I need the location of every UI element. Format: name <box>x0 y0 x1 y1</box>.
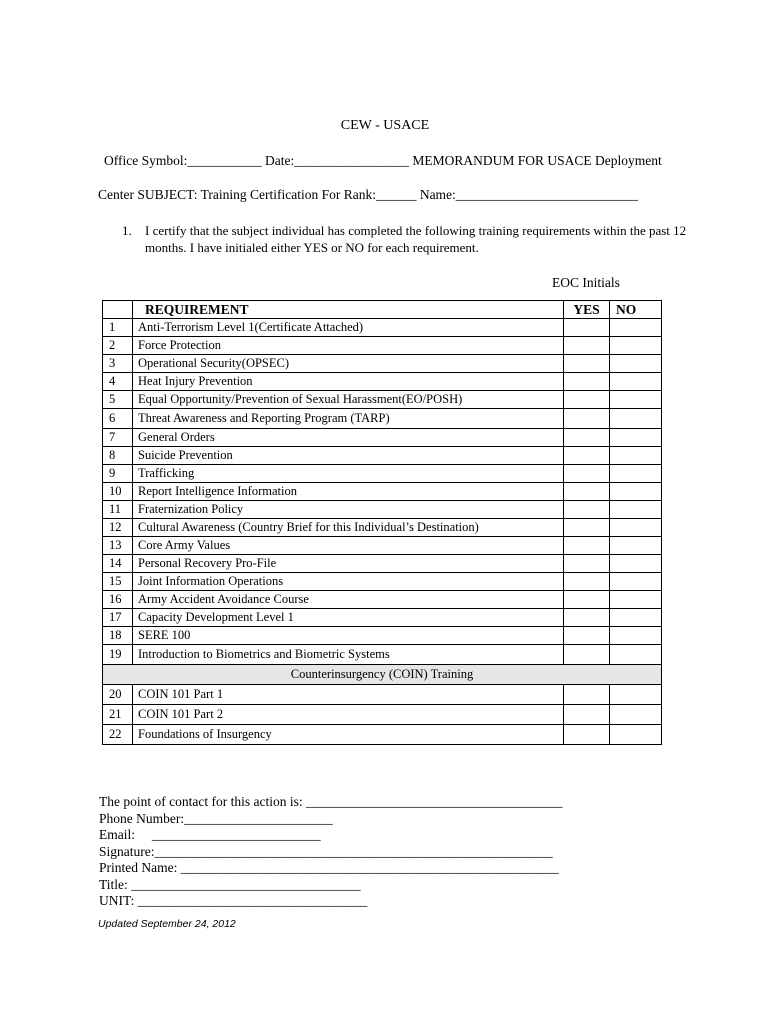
yes-initials-cell[interactable] <box>564 537 610 555</box>
table-row <box>103 409 662 429</box>
row-number: 14 <box>103 555 133 573</box>
row-requirement: COIN 101 Part 2 <box>133 705 564 725</box>
table-header-row <box>103 301 662 319</box>
unit-line: UNIT: __________________________________ <box>99 893 368 908</box>
no-initials-cell[interactable] <box>610 337 662 355</box>
row-number: 5 <box>103 391 133 409</box>
no-initials-cell[interactable] <box>610 537 662 555</box>
yes-initials-cell[interactable] <box>564 609 610 627</box>
updated-date: Updated September 24, 2012 <box>98 918 236 930</box>
row-number: 11 <box>103 501 133 519</box>
no-initials-cell[interactable] <box>610 519 662 537</box>
row-requirement: General Orders <box>133 429 564 447</box>
table-row <box>103 627 662 645</box>
phone-line: Phone Number:______________________ <box>99 810 333 826</box>
row-number: 15 <box>103 573 133 591</box>
table-row <box>103 483 662 501</box>
table-row <box>103 537 662 555</box>
row-number: 2 <box>103 337 133 355</box>
row-requirement: Capacity Development Level 1 <box>133 609 564 627</box>
no-initials-cell[interactable] <box>610 573 662 591</box>
no-initials-cell[interactable] <box>610 501 662 519</box>
table-row <box>103 725 662 745</box>
row-number: 7 <box>103 429 133 447</box>
row-number: 6 <box>103 409 133 429</box>
table-row <box>103 465 662 483</box>
contact-block <box>99 794 562 910</box>
yes-initials-cell[interactable] <box>564 355 610 373</box>
yes-initials-cell[interactable] <box>564 447 610 465</box>
no-initials-cell[interactable] <box>610 355 662 373</box>
no-initials-cell[interactable] <box>610 483 662 501</box>
row-requirement: Force Protection <box>133 337 564 355</box>
table-row <box>103 645 662 665</box>
section-row <box>103 665 662 685</box>
row-number: 19 <box>103 645 133 665</box>
no-initials-cell[interactable] <box>610 319 662 337</box>
row-number: 16 <box>103 591 133 609</box>
row-requirement: Heat Injury Prevention <box>133 373 564 391</box>
no-initials-cell[interactable] <box>610 725 662 745</box>
yes-initials-cell[interactable] <box>564 685 610 705</box>
row-number: 10 <box>103 483 133 501</box>
no-initials-cell[interactable] <box>610 465 662 483</box>
number-header <box>103 301 133 319</box>
document-title: CEW - USACE <box>340 118 430 133</box>
statement-number: 1. <box>122 223 132 238</box>
printed-name-line: Printed Name: ________________________________________________________ <box>99 860 559 875</box>
yes-initials-cell[interactable] <box>564 391 610 409</box>
row-requirement: Core Army Values <box>133 537 564 555</box>
row-number: 13 <box>103 537 133 555</box>
yes-initials-cell[interactable] <box>564 555 610 573</box>
yes-initials-cell[interactable] <box>564 627 610 645</box>
row-number: 22 <box>103 725 133 745</box>
table-row <box>103 705 662 725</box>
row-number: 8 <box>103 447 133 465</box>
row-requirement: Joint Information Operations <box>133 573 564 591</box>
row-requirement: Introduction to Biometrics and Biometric Systems <box>133 645 564 665</box>
table-row <box>103 319 662 337</box>
subject-line: Center SUBJECT: Training Certification For Rank:______ Name:___________________________ <box>98 187 639 202</box>
email-line: Email: _________________________ <box>99 827 321 842</box>
yes-initials-cell[interactable] <box>564 519 610 537</box>
table-row <box>103 555 662 573</box>
requirements-table <box>102 300 662 745</box>
statement-text: I certify that the subject individual has completed the following training requirements within the past 12 months. I have initialed either YES or NO for each requirement. <box>145 223 687 255</box>
row-requirement: Anti-Terrorism Level 1(Certificate Attached) <box>133 319 564 337</box>
yes-initials-cell[interactable] <box>564 319 610 337</box>
no-initials-cell[interactable] <box>610 391 662 409</box>
yes-initials-cell[interactable] <box>564 591 610 609</box>
row-requirement: Report Intelligence Information <box>133 483 564 501</box>
no-initials-cell[interactable] <box>610 409 662 429</box>
row-requirement: Personal Recovery Pro-File <box>133 555 564 573</box>
table-row <box>103 685 662 705</box>
table-row <box>103 447 662 465</box>
no-initials-cell[interactable] <box>610 645 662 665</box>
table-row <box>103 591 662 609</box>
row-number: 12 <box>103 519 133 537</box>
row-number: 3 <box>103 355 133 373</box>
table-row <box>103 337 662 355</box>
row-number: 20 <box>103 685 133 705</box>
yes-initials-cell[interactable] <box>564 337 610 355</box>
title-line: Title: __________________________________ <box>99 876 361 892</box>
row-requirement: Fraternization Policy <box>133 501 564 519</box>
table-row <box>103 429 662 447</box>
table-row <box>103 355 662 373</box>
signature-line: Signature:___________________________________________________________ <box>99 843 553 859</box>
table-row <box>103 391 662 409</box>
row-requirement: Equal Opportunity/Prevention of Sexual Harassment(EO/POSH) <box>133 391 564 409</box>
row-number: 21 <box>103 705 133 725</box>
row-number: 17 <box>103 609 133 627</box>
row-requirement: Operational Security(OPSEC) <box>133 355 564 373</box>
yes-initials-cell[interactable] <box>564 725 610 745</box>
yes-initials-cell[interactable] <box>564 483 610 501</box>
no-initials-cell[interactable] <box>610 447 662 465</box>
yes-initials-cell[interactable] <box>564 373 610 391</box>
row-requirement: Cultural Awareness (Country Brief for this Individual’s Destination) <box>133 519 564 537</box>
office-symbol-line: Office Symbol:___________ Date:_________________ MEMORANDUM FOR USACE Deployment <box>104 153 662 168</box>
yes-header: YES <box>564 301 610 319</box>
eoc-initials-label: EOC Initials <box>552 275 620 290</box>
yes-initials-cell[interactable] <box>564 429 610 447</box>
row-requirement: Trafficking <box>133 465 564 483</box>
no-initials-cell[interactable] <box>610 705 662 725</box>
row-requirement: SERE 100 <box>133 627 564 645</box>
table-row <box>103 373 662 391</box>
no-initials-cell[interactable] <box>610 609 662 627</box>
row-number: 18 <box>103 627 133 645</box>
row-number: 4 <box>103 373 133 391</box>
section-label: Counterinsurgency (COIN) Training <box>103 665 662 685</box>
yes-initials-cell[interactable] <box>564 501 610 519</box>
poc-line: The point of contact for this action is: ______________________________________ <box>99 794 563 809</box>
row-number: 9 <box>103 465 133 483</box>
no-header: NO <box>610 301 662 319</box>
no-initials-cell[interactable] <box>610 429 662 447</box>
yes-initials-cell[interactable] <box>564 705 610 725</box>
yes-initials-cell[interactable] <box>564 409 610 429</box>
no-initials-cell[interactable] <box>610 685 662 705</box>
yes-initials-cell[interactable] <box>564 645 610 665</box>
no-initials-cell[interactable] <box>610 591 662 609</box>
no-initials-cell[interactable] <box>610 627 662 645</box>
no-initials-cell[interactable] <box>610 555 662 573</box>
row-requirement: Foundations of Insurgency <box>133 725 564 745</box>
row-requirement: Army Accident Avoidance Course <box>133 591 564 609</box>
requirement-header: REQUIREMENT <box>133 301 564 319</box>
row-requirement: Suicide Prevention <box>133 447 564 465</box>
yes-initials-cell[interactable] <box>564 465 610 483</box>
table-row <box>103 501 662 519</box>
no-initials-cell[interactable] <box>610 373 662 391</box>
row-requirement: COIN 101 Part 1 <box>133 685 564 705</box>
table-row <box>103 519 662 537</box>
row-number: 1 <box>103 319 133 337</box>
yes-initials-cell[interactable] <box>564 573 610 591</box>
table-row <box>103 609 662 627</box>
row-requirement: Threat Awareness and Reporting Program (TARP) <box>133 409 564 429</box>
table-row <box>103 573 662 591</box>
